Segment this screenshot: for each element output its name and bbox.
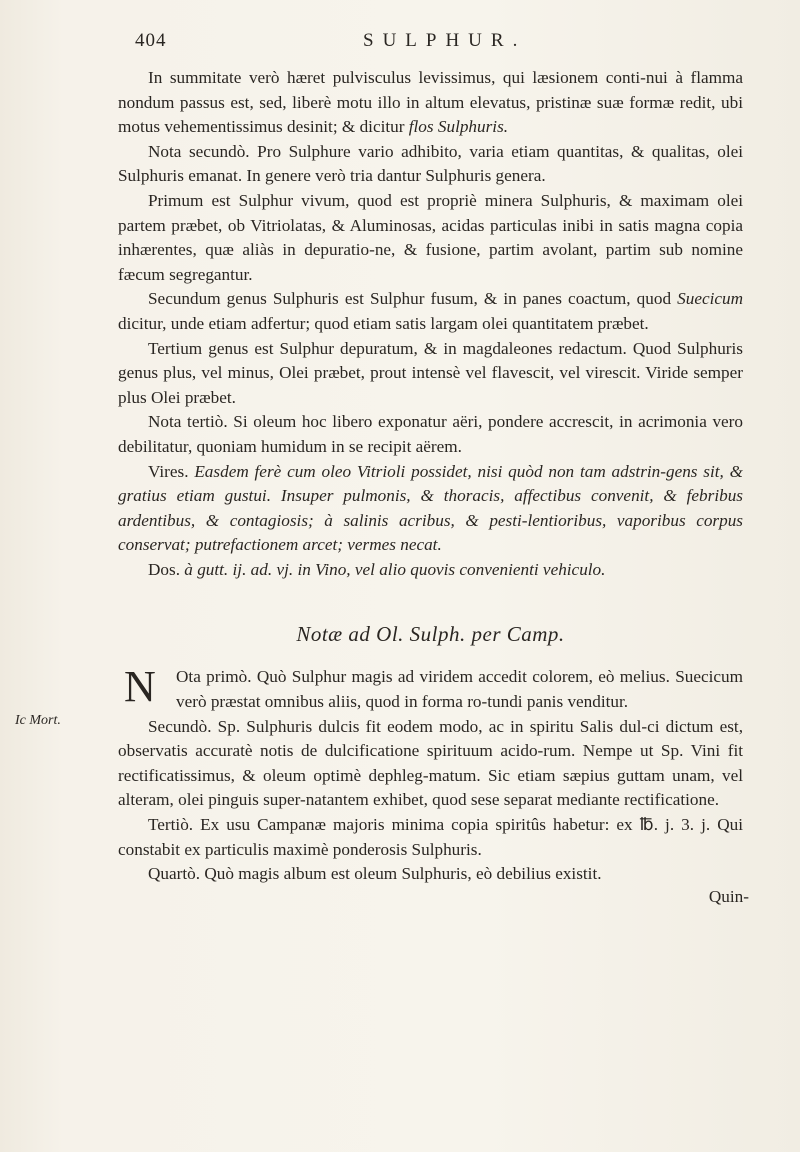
paragraph <box>118 287 743 336</box>
paragraph: Tertiò. Ex usu Campanæ majoris minima copia spiritûs habetur: ex ℔. j. 3. j. Qui constabit ex particulis maximè ponderosis Sulphuris. <box>118 815 743 859</box>
italic-text: à gutt. ij. ad. vj. in Vino, vel alio quovis convenienti vehiculo. <box>184 559 606 579</box>
paragraph: Nota tertiò. Si oleum hoc libero exponatur aëri, pondere accrescit, in acrimonia vero debilitatur, quoniam humidum in se recipit aërem. <box>118 412 743 456</box>
section-heading: Notæ ad Ol. Sulph. per Camp. <box>296 622 565 647</box>
paragraph-text: dicitur, unde etiam adfertur; quod etiam satis largam olei quantitatem præbet. <box>118 313 649 333</box>
page-header <box>135 30 695 60</box>
paragraph: Primum est Sulphur vivum, quod est propriè minera Sulphuris, & maximam olei partem præbet, ob Vitriolatas, & Aluminosas, acidas particulas inibi in satis magna copia inhærentes, quæ aliàs in depuratio-ne, & fusione, partim avolant, partim sub nomine fæcum segregantur. <box>118 190 743 284</box>
paragraph <box>118 558 743 583</box>
paragraph <box>118 66 743 140</box>
paragraph <box>118 460 743 558</box>
paragraph-text: In summitate verò hæret pulvisculus levissimus, qui læsionem conti-nui à flamma nondum passus est, sed, liberè motu illo in altum elevatus, pristinæ suæ formæ redit, ubi motus vehementissimus desinit; & dicitur <box>118 68 743 137</box>
italic-term: Suecicum <box>677 289 743 309</box>
paragraph-text: Secundum genus Sulphuris est Sulphur fusum, & in panes coactum, quod <box>148 289 672 309</box>
dose-label: Dos. <box>148 559 180 579</box>
vires-label: Vires. <box>148 461 189 481</box>
paragraph: Secundò. Sp. Sulphuris dulcis fit eodem modo, ac in spiritu Salis dul-ci dictum est, observatis accuratè notis de dulcificatione spirituum acido-rum. Nempe ut Sp. Vini fit rectificatissimus, & oleum optimè dephleg-matum. Sic etiam sæpius guttam unam, vel alteram, olei pinguis super-natantem exhibet, quod sese separat mediante rectificatione. <box>118 716 743 810</box>
margin-note: Ic Mort. <box>15 713 61 728</box>
italic-term: flos Sulphuris. <box>408 117 509 137</box>
paragraph: Quartò. Quò magis album est oleum Sulphuris, eò debilius existit. <box>148 864 602 884</box>
running-title: SULPHUR. <box>363 30 527 51</box>
paragraph-text: Ota primò. Quò Sulphur magis ad viridem accedit colorem, eò melius. Suecicum verò præstat omnibus aliis, quod in forma ro-tundi panis venditur. <box>176 667 743 712</box>
page-number: 404 <box>135 30 167 51</box>
paragraph: Nota secundò. Pro Sulphure vario adhibito, varia etiam quantitas, & qualitas, olei Sulphuris emanat. In genere verò tria dantur Sulphuris genera. <box>118 141 743 186</box>
paragraph <box>118 662 743 714</box>
paragraph: Tertium genus est Sulphur depuratum, & in magdaleones redactum. Quod Sulphuris genus plus, vel minus, Olei præbet, prout intensè vel flavescit, vel virescit. Viride semper plus Olei præbet. <box>118 338 743 407</box>
catchword: Quin- <box>708 886 749 906</box>
main-text <box>118 66 749 907</box>
drop-cap: N <box>124 662 156 712</box>
italic-text: Easdem ferè cum oleo Vitrioli possidet, nisi quòd non tam adstrin-gens sit, & gratius etiam gustui. Insuper pulmonis, & thoracis, affectibus convenit, & febribus ardentibus, & contagiosis; à salinis acribus, & pesti-lentioribus, vaporibus corpus conservat; putrefactionem arcet; vermes necat. <box>118 461 743 555</box>
